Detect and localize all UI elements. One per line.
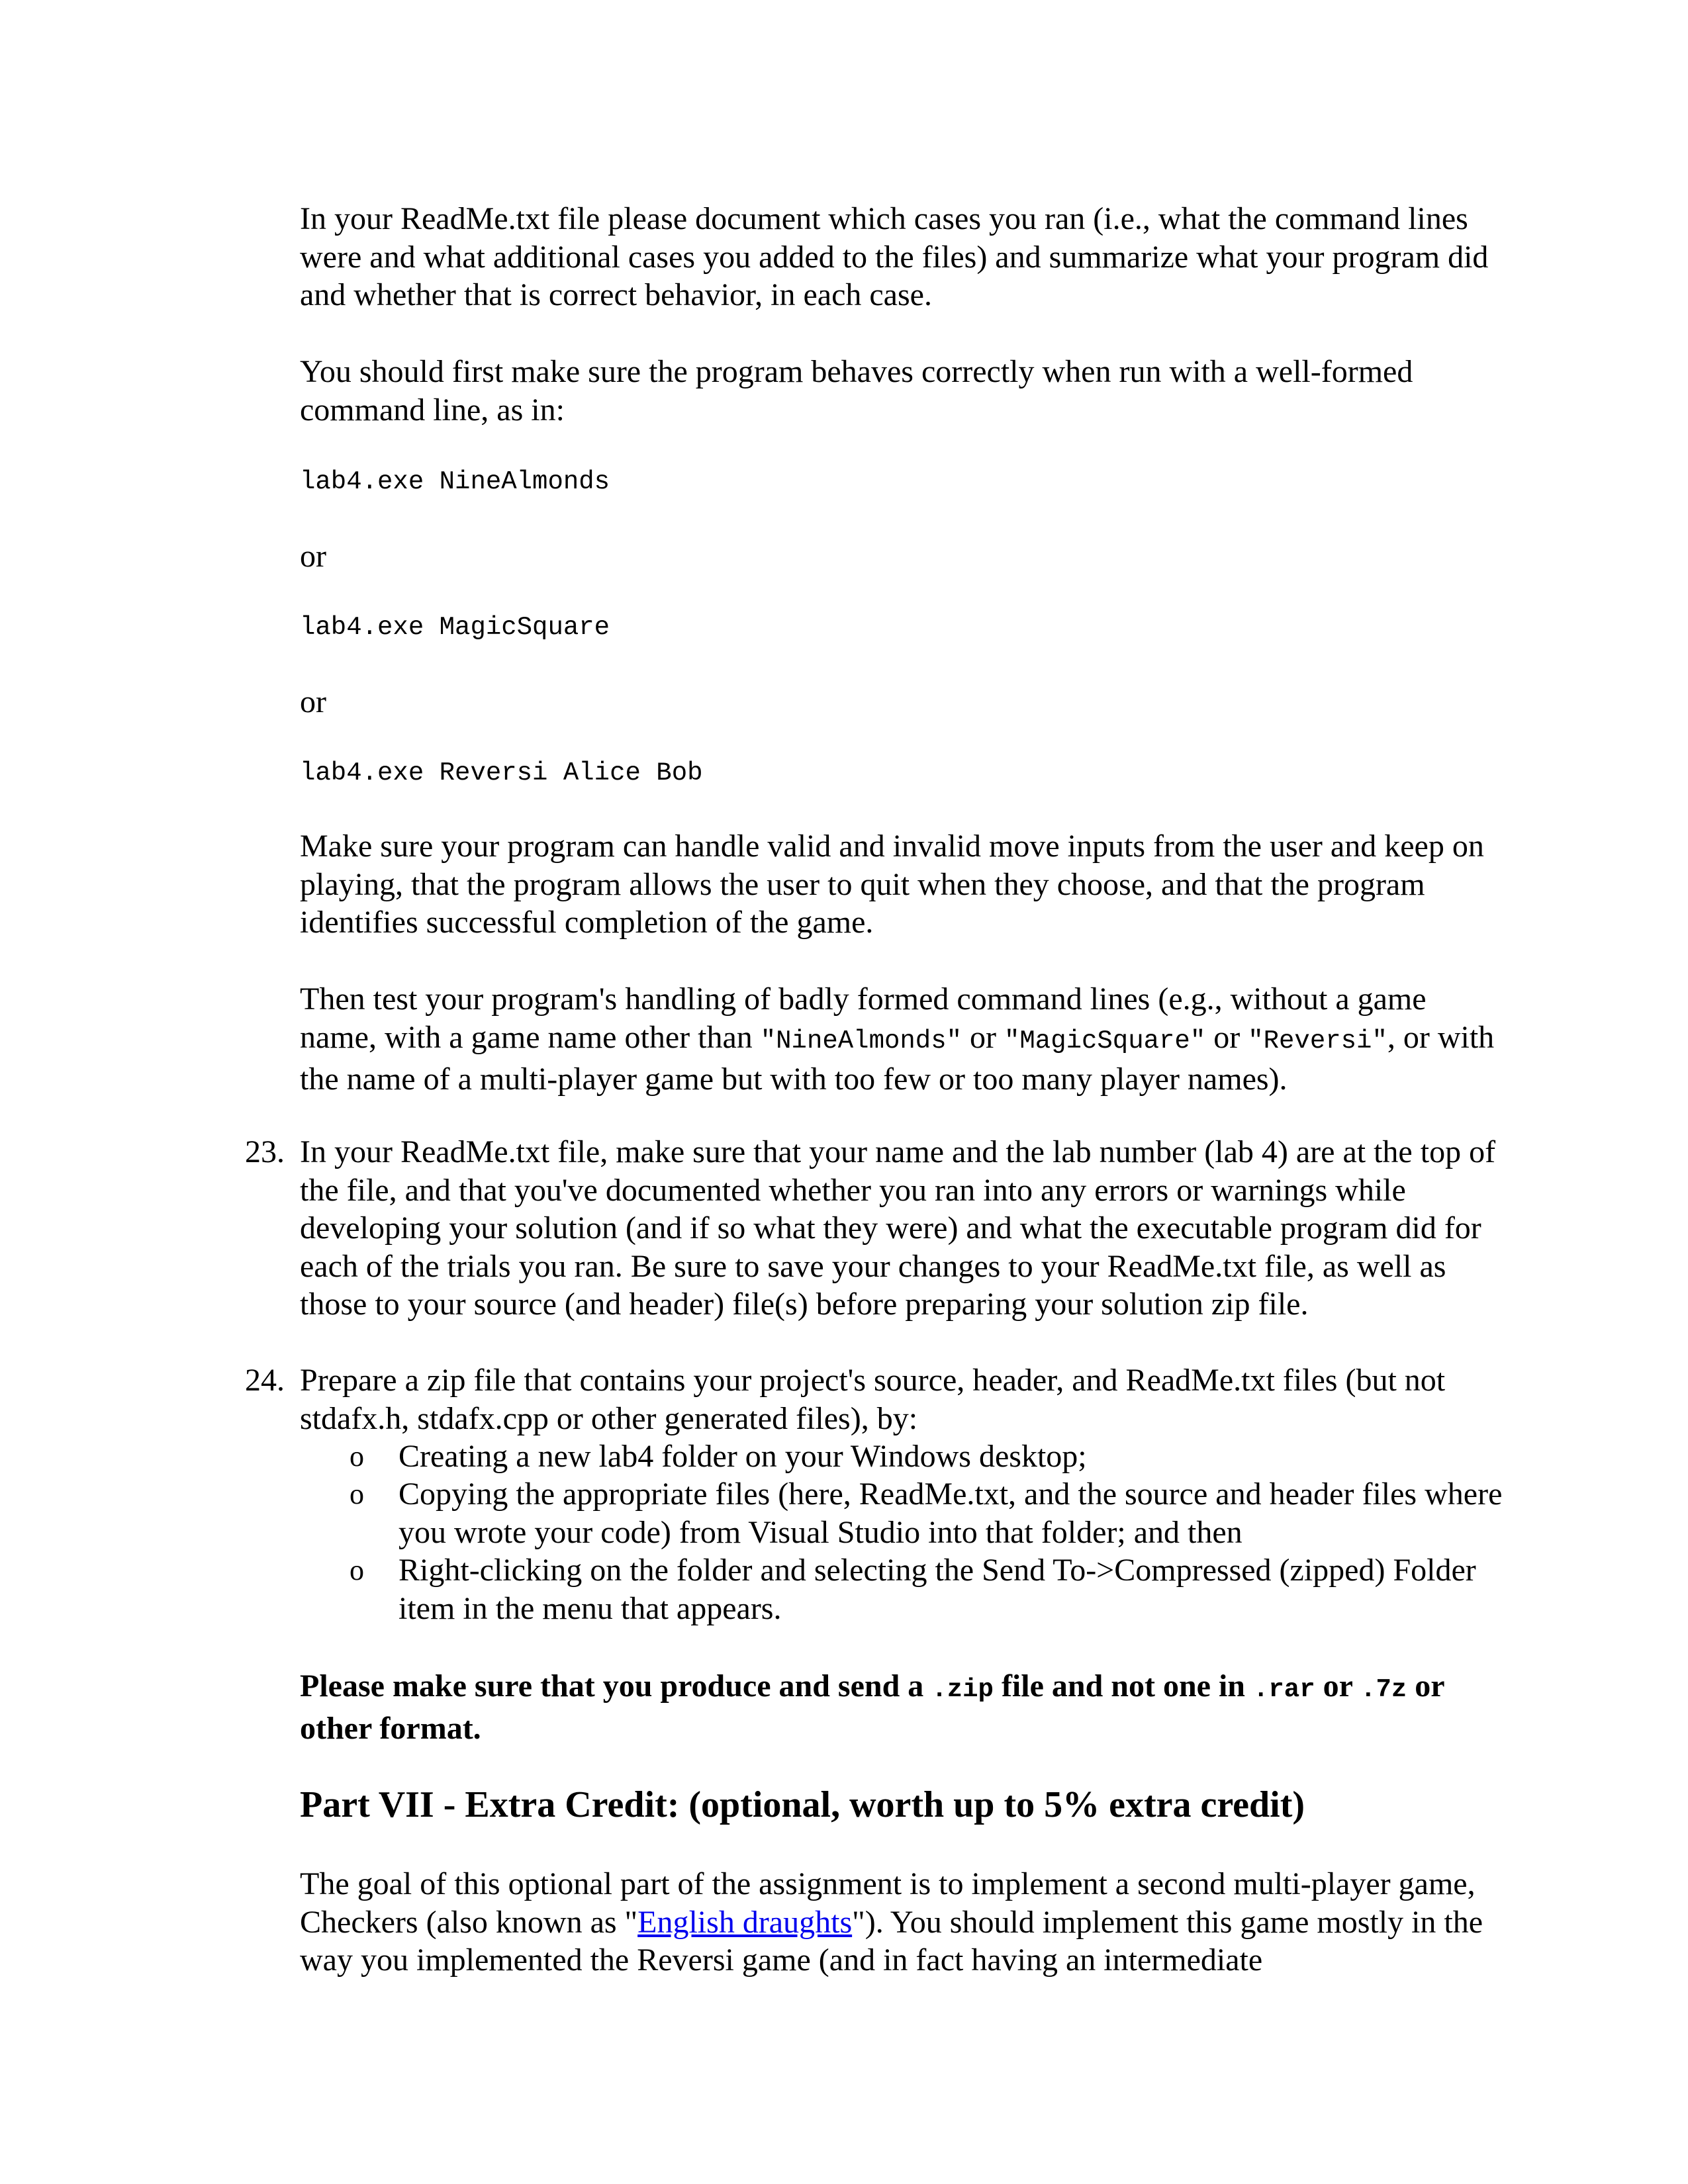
extra-credit-text-b: "). You should implement this game mostly in the way you implemented the Reversi game (and in fact having an intermediate bbox=[300, 1904, 1483, 1978]
command-magic-square: lab4.exe MagicSquare bbox=[300, 613, 610, 642]
extra-credit-text-a: The goal of this optional part of the assignment is to implement a second multi-player game, Checkers (also known as " bbox=[300, 1866, 1476, 1940]
bullet-copy-files: Copying the appropriate files (here, ReadMe.txt, and the source and header files where you wrote your code) from Visual Studio into that folder; and then bbox=[399, 1477, 1503, 1550]
game-name-nine-almonds: "NineAlmonds" bbox=[760, 1026, 962, 1056]
paragraph-bad-command-lines bbox=[300, 980, 1498, 1099]
7z-ext: .7z bbox=[1360, 1675, 1407, 1704]
paragraph-extra-credit bbox=[300, 1865, 1498, 1979]
or-text-2: or bbox=[300, 684, 326, 719]
bad-cmd-text-a: Then test your program's handling of badly formed command lines (e.g., without a game name, with a game name other than bbox=[300, 981, 1427, 1055]
zip-warning-text-c: or other format. bbox=[300, 1668, 1444, 1746]
step-number-24: 24. bbox=[245, 1363, 285, 1398]
paragraph-first-check: You should first make sure the program behaves correctly when run with a well-formed command line, as in: bbox=[300, 354, 1413, 428]
bullet-marker-3: o bbox=[350, 1554, 364, 1586]
zip-warning-text-b: file and not one in bbox=[993, 1668, 1253, 1704]
bad-cmd-text-b: , or with the name of a multi-player game but with too few or too many player names). bbox=[300, 1019, 1495, 1097]
bullet-compress-folder: Right-clicking on the folder and selecting the Send To->Compressed (zipped) Folder item in the menu that appears. bbox=[399, 1553, 1476, 1626]
bullet-marker-1: o bbox=[350, 1440, 364, 1473]
zip-ext: .zip bbox=[931, 1675, 994, 1704]
english-draughts-link[interactable]: English draughts bbox=[637, 1904, 853, 1940]
bullet-marker-2: o bbox=[350, 1478, 364, 1510]
or-text-1: or bbox=[300, 539, 326, 574]
zip-format-warning bbox=[300, 1667, 1498, 1747]
zip-warning-or: or bbox=[1315, 1668, 1361, 1704]
command-reversi: lab4.exe Reversi Alice Bob bbox=[300, 758, 703, 788]
paragraph-readme-cases: In your ReadMe.txt file please document which cases you ran (i.e., what the command lines were and what additional cases you added to the files) and summarize what your program did and whether that is correct behavior, in each case. bbox=[300, 201, 1489, 312]
rar-ext: .rar bbox=[1253, 1675, 1315, 1704]
step-23-text: In your ReadMe.txt file, make sure that your name and the lab number (lab 4) are at the top of the file, and that you've documented whether you ran into any errors or warnings while developing your solution (and if so what they were) and what the executable program did for each of the trials you ran. Be sure to save your changes to your ReadMe.txt file, as well as those to your source (and header) file(s) before preparing your solution zip file. bbox=[300, 1134, 1496, 1322]
bad-cmd-or-2: or bbox=[1205, 1019, 1248, 1055]
bad-cmd-or-1: or bbox=[962, 1019, 1004, 1055]
game-name-magic-square: "MagicSquare" bbox=[1004, 1026, 1206, 1056]
step-24-text: Prepare a zip file that contains your project's source, header, and ReadMe.txt files (but not stdafx.h, stdafx.cpp or other generated files), by: bbox=[300, 1363, 1446, 1436]
game-name-reversi: "Reversi" bbox=[1248, 1026, 1387, 1056]
step-number-23: 23. bbox=[245, 1134, 285, 1169]
part-7-heading: Part VII - Extra Credit: (optional, worth up to 5% extra credit) bbox=[300, 1784, 1305, 1825]
paragraph-valid-invalid: Make sure your program can handle valid and invalid move inputs from the user and keep on playing, that the program allows the user to quit when they choose, and that the program identifies successful completion of the game. bbox=[300, 829, 1484, 940]
command-nine-almonds: lab4.exe NineAlmonds bbox=[300, 467, 610, 496]
bullet-create-folder: Creating a new lab4 folder on your Windows desktop; bbox=[399, 1439, 1087, 1474]
zip-warning-text-a: Please make sure that you produce and send a bbox=[300, 1668, 932, 1704]
